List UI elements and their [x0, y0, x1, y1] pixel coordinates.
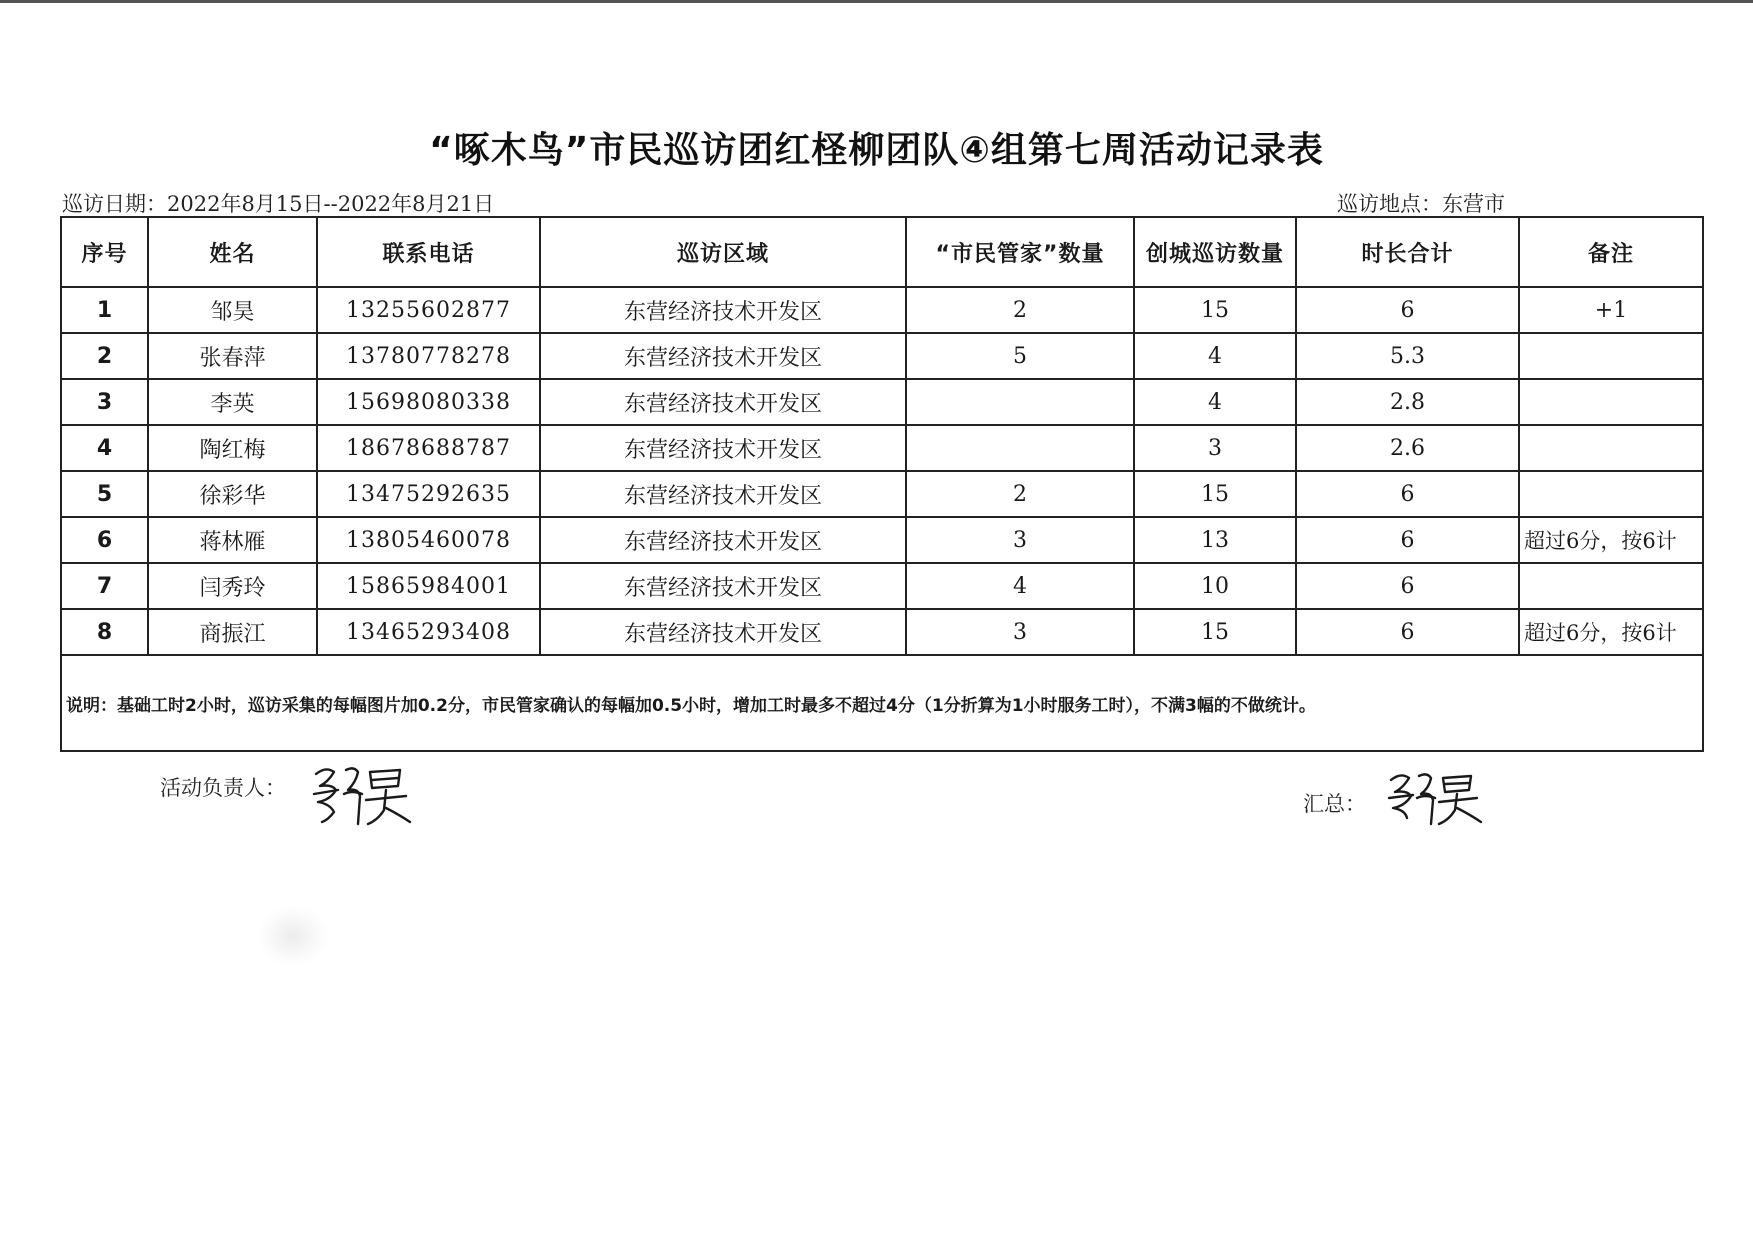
cell-total-hours: 2.8 [1296, 379, 1519, 425]
cell-visit-count: 4 [1134, 333, 1296, 379]
cell-name: 徐彩华 [148, 471, 317, 517]
cell-area: 东营经济技术开发区 [540, 287, 906, 333]
cell-butler-count [906, 379, 1134, 425]
cell-remark [1519, 471, 1703, 517]
cell-no: 5 [61, 471, 148, 517]
cell-phone: 13805460078 [317, 517, 540, 563]
cell-name: 张春萍 [148, 333, 317, 379]
scan-smudge [258, 906, 328, 966]
cell-no: 1 [61, 287, 148, 333]
cell-no: 6 [61, 517, 148, 563]
table-row [61, 333, 1703, 379]
cell-total-hours: 6 [1296, 563, 1519, 609]
cell-total-hours: 5.3 [1296, 333, 1519, 379]
cell-area: 东营经济技术开发区 [540, 471, 906, 517]
table-row [61, 425, 1703, 471]
cell-phone: 13465293408 [317, 609, 540, 655]
cell-remark [1519, 563, 1703, 609]
cell-name: 蒋林雁 [148, 517, 317, 563]
activity-record-table [60, 216, 1704, 752]
cell-total-hours: 6 [1296, 471, 1519, 517]
cell-area: 东营经济技术开发区 [540, 379, 906, 425]
scan-edge [0, 0, 1753, 3]
cell-name: 陶红梅 [148, 425, 317, 471]
leader-signature [308, 760, 418, 830]
cell-visit-count: 15 [1134, 471, 1296, 517]
cell-phone: 13780778278 [317, 333, 540, 379]
header-cell-total-hours: 时长合计 [1296, 217, 1519, 287]
cell-name: 李英 [148, 379, 317, 425]
cell-butler-count: 2 [906, 287, 1134, 333]
cell-butler-count: 3 [906, 517, 1134, 563]
cell-visit-count: 15 [1134, 287, 1296, 333]
table-row [61, 471, 1703, 517]
cell-total-hours: 2.6 [1296, 425, 1519, 471]
cell-area: 东营经济技术开发区 [540, 333, 906, 379]
cell-visit-count: 15 [1134, 609, 1296, 655]
cell-phone: 18678688787 [317, 425, 540, 471]
header-cell-visit-count: 创城巡访数量 [1134, 217, 1296, 287]
cell-total-hours: 6 [1296, 609, 1519, 655]
cell-phone: 15698080338 [317, 379, 540, 425]
cell-phone: 15865984001 [317, 563, 540, 609]
cell-visit-count: 13 [1134, 517, 1296, 563]
header-cell-area: 巡访区域 [540, 217, 906, 287]
cell-phone: 13475292635 [317, 471, 540, 517]
cell-no: 8 [61, 609, 148, 655]
cell-remark [1519, 333, 1703, 379]
cell-no: 2 [61, 333, 148, 379]
cell-butler-count: 2 [906, 471, 1134, 517]
document-title: “啄木鸟”市民巡访团红柽柳团队④组第七周活动记录表 [429, 130, 1324, 171]
cell-area: 东营经济技术开发区 [540, 563, 906, 609]
cell-visit-count: 10 [1134, 563, 1296, 609]
cell-area: 东营经济技术开发区 [540, 425, 906, 471]
cell-total-hours: 6 [1296, 517, 1519, 563]
cell-remark [1519, 425, 1703, 471]
header-cell-phone: 联系电话 [317, 217, 540, 287]
table-row [61, 563, 1703, 609]
header-cell-name: 姓名 [148, 217, 317, 287]
cell-no: 7 [61, 563, 148, 609]
table-row [61, 287, 1703, 333]
cell-butler-count: 3 [906, 609, 1134, 655]
cell-no: 4 [61, 425, 148, 471]
cell-total-hours: 6 [1296, 287, 1519, 333]
cell-visit-count: 3 [1134, 425, 1296, 471]
header-cell-no: 序号 [61, 217, 148, 287]
cell-remark: 超过6分，按6计 [1519, 517, 1703, 563]
cell-butler-count: 4 [906, 563, 1134, 609]
summary-signature [1385, 768, 1485, 828]
cell-butler-count [906, 425, 1134, 471]
cell-name: 邹昊 [148, 287, 317, 333]
cell-area: 东营经济技术开发区 [540, 517, 906, 563]
cell-butler-count: 5 [906, 333, 1134, 379]
visit-location: 巡访地点：东营市 [1337, 192, 1505, 216]
table-row [61, 609, 1703, 655]
cell-no: 3 [61, 379, 148, 425]
visit-date-range: 巡访日期：2022年8月15日--2022年8月21日 [62, 192, 495, 216]
header-cell-butler-count: “市民管家”数量 [906, 217, 1134, 287]
table-note-row [61, 655, 1703, 751]
cell-name: 商振江 [148, 609, 317, 655]
header-cell-remark: 备注 [1519, 217, 1703, 287]
table-row [61, 517, 1703, 563]
table-row [61, 379, 1703, 425]
cell-visit-count: 4 [1134, 379, 1296, 425]
cell-name: 闫秀玲 [148, 563, 317, 609]
cell-area: 东营经济技术开发区 [540, 609, 906, 655]
cell-remark [1519, 379, 1703, 425]
cell-phone: 13255602877 [317, 287, 540, 333]
table-note: 说明：基础工时2小时，巡访采集的每幅图片加0.2分，市民管家确认的每幅加0.5小时，增加工时最多不超过4分（1分折算为1小时服务工时），不满3幅的不做统计。 [61, 655, 1703, 751]
cell-remark: 超过6分，按6计 [1519, 609, 1703, 655]
summary-label: 汇总： [1303, 792, 1366, 816]
table-header-row [61, 217, 1703, 287]
cell-remark: +1 [1519, 287, 1703, 333]
leader-label: 活动负责人： [160, 776, 286, 800]
